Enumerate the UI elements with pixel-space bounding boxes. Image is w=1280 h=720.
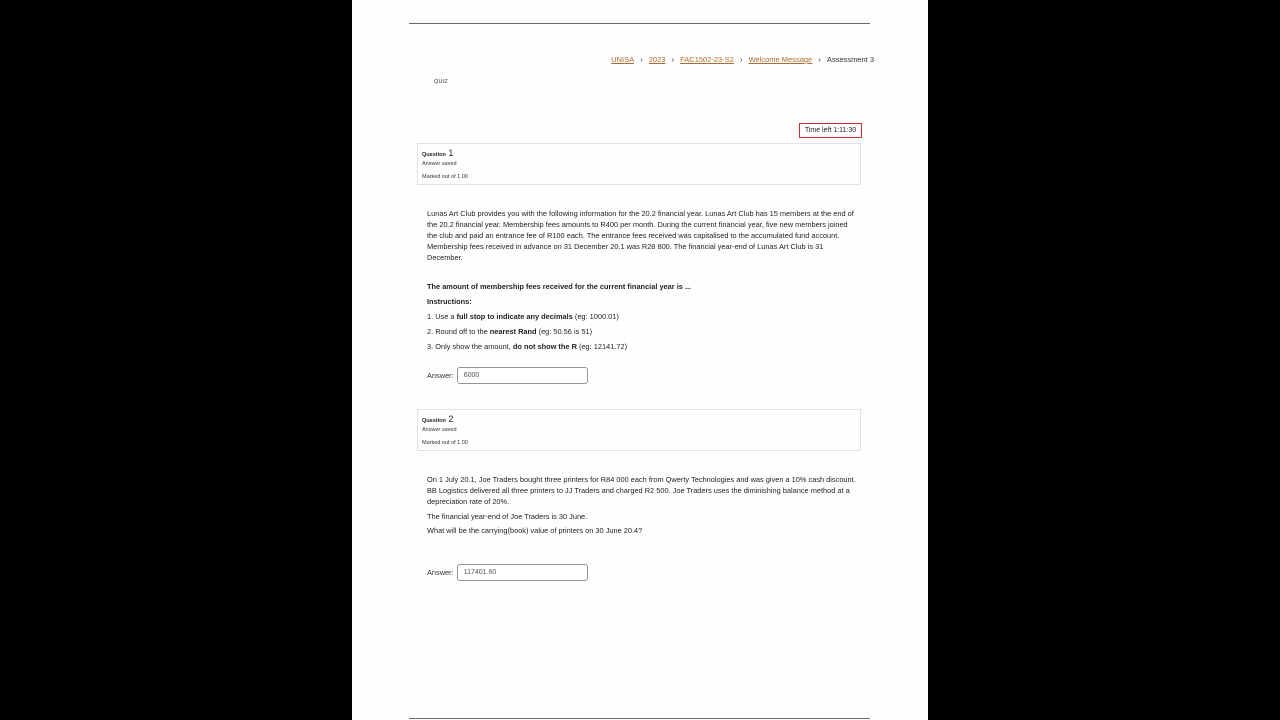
top-divider xyxy=(409,23,870,24)
question-1-info xyxy=(417,143,861,185)
instructions-title: Instructions: xyxy=(427,297,472,306)
question-number xyxy=(422,148,856,158)
question-2-answer-row xyxy=(427,564,588,581)
question-2-info xyxy=(417,409,861,451)
question-1-answer-row xyxy=(427,367,588,384)
question-1-answer-input[interactable] xyxy=(457,367,588,384)
question-number xyxy=(422,414,856,424)
question-2-text xyxy=(427,474,857,536)
quiz-page xyxy=(352,0,928,720)
question-grade: Marked out of 1.00 xyxy=(422,440,468,446)
chevron-right-icon: › xyxy=(640,55,643,64)
instruction-item: 3. Only show the amount, do not show the R (eg: 12141.72) xyxy=(427,342,628,351)
breadcrumb-current: Assessment 3 xyxy=(826,55,874,64)
question-2-body: On 1 July 20.1, Joe Traders bought three printers for R84 000 each from Qwerty Technologies and was given a 10% cash discount. BB Logistics delivered all three printers to JJ Traders and charged R2 500. Joe Traders uses the diminishing balance method at a depreciation rate of 20%. xyxy=(427,475,856,506)
answer-label: Answer: xyxy=(427,568,454,577)
question-number-value: 2 xyxy=(448,414,454,424)
question-state: Answer saved xyxy=(422,427,457,433)
question-state: Answer saved xyxy=(422,161,457,167)
time-left-timer: Time left 1:11:30 xyxy=(799,123,862,138)
question-grade: Marked out of 1.00 xyxy=(422,174,468,180)
breadcrumb-link-welcome[interactable]: Welcome Message xyxy=(748,55,813,64)
breadcrumb-link-unisa[interactable]: UNISA xyxy=(611,55,635,64)
question-1-body: Lunas Art Club provides you with the following information for the 20.2 financial year. Lunas Art Club has 15 members at the end of the 20.2 financial year. Membership fees amounts to R400 per month. During the current financial year, five new members joined the club and paid an entrance fee of R100 each. The entrance fees received was capitalised to the accumulated fund account. Membership fees received in advance on 31 December 20.1 was R28 800. The financial year-end of Lunas Art Club is 31 December. xyxy=(427,209,854,262)
instruction-item: 1. Use a full stop to indicate any decimals (eg: 1000.01) xyxy=(427,312,619,321)
question-1-text xyxy=(427,208,857,352)
breadcrumb-link-year[interactable]: 2023 xyxy=(648,55,666,64)
question-2-answer-input[interactable] xyxy=(457,564,588,581)
breadcrumb xyxy=(611,55,874,64)
answer-label: Answer: xyxy=(427,371,454,380)
question-2-yearend: The financial year-end of Joe Traders is 30 June. xyxy=(427,512,588,521)
question-label: Question xyxy=(422,418,446,424)
instruction-item: 2. Round off to the nearest Rand (eg: 50.56 is 51) xyxy=(427,327,593,336)
chevron-right-icon: › xyxy=(671,55,675,64)
question-label: Question xyxy=(422,152,446,158)
question-number-value: 1 xyxy=(448,148,454,158)
chevron-right-icon: › xyxy=(818,55,821,64)
quiz-label: QUIZ xyxy=(434,79,448,85)
bottom-divider xyxy=(409,718,870,719)
question-1-prompt: The amount of membership fees received for the current financial year is ... xyxy=(427,282,692,291)
question-2-prompt: What will be the carrying(book) value of printers on 30 June 20.4? xyxy=(427,526,643,535)
chevron-right-icon: › xyxy=(739,55,743,64)
breadcrumb-link-course[interactable]: FAC1502-23-S2 xyxy=(680,55,734,64)
